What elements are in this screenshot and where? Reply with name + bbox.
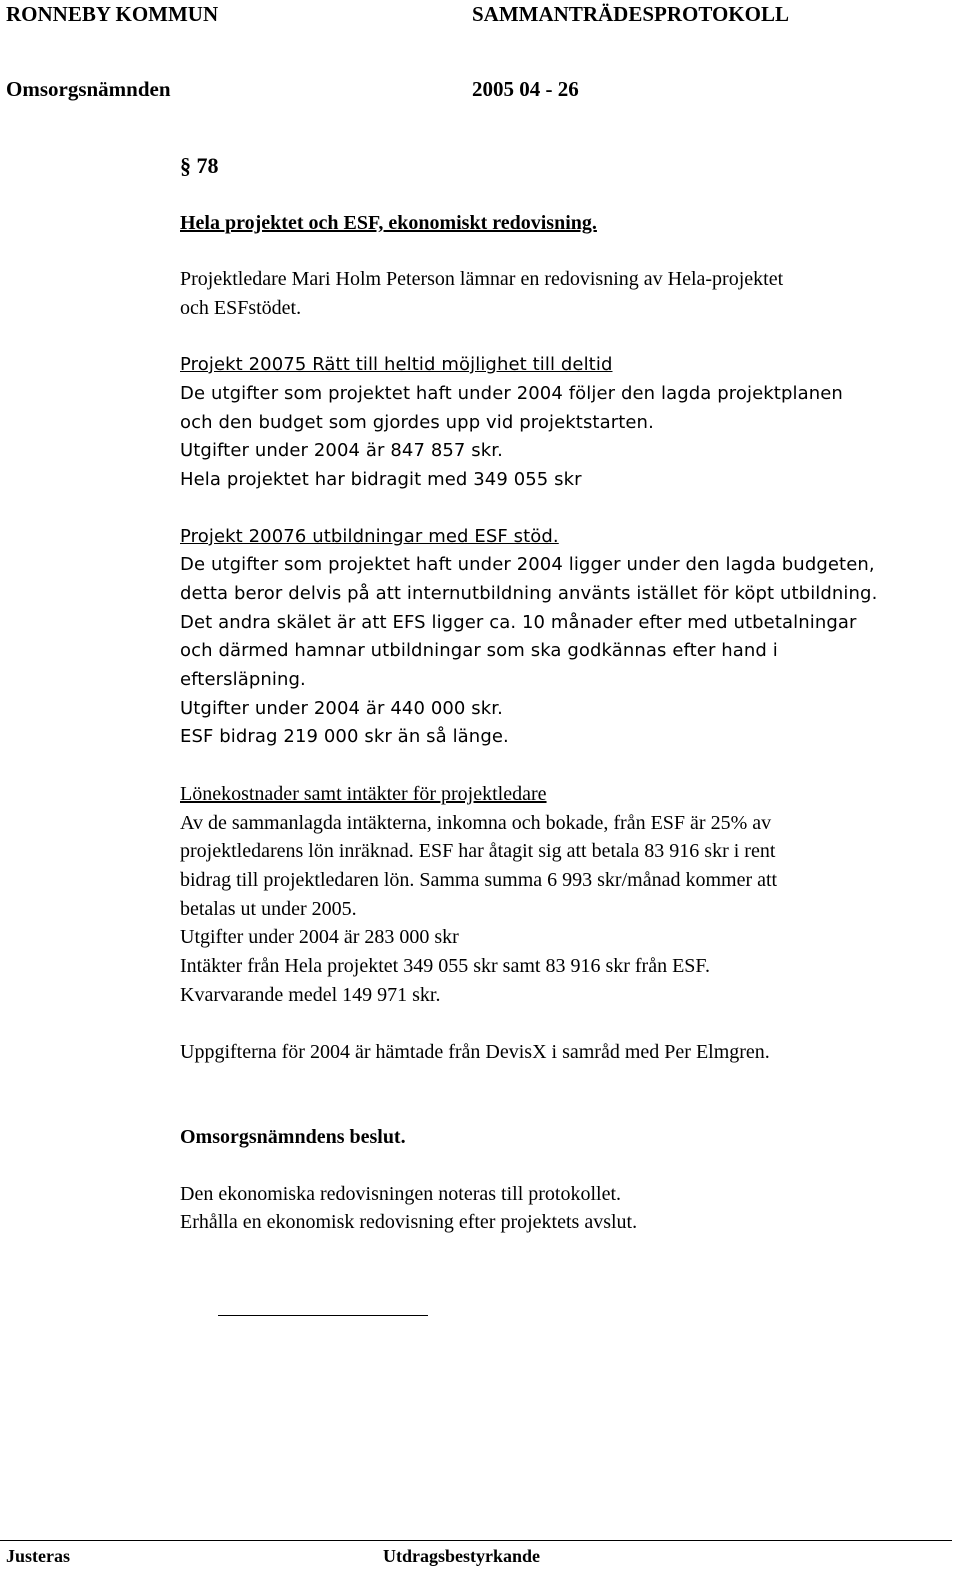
footer-utdragsbestyrkande: Utdragsbestyrkande	[383, 1546, 541, 1566]
footer-divider	[0, 1540, 952, 1541]
project2-heading: Projekt 20076 utbildningar med ESF stöd.	[180, 526, 559, 547]
section-title: Hela projektet och ESF, ekonomiskt redovisning.	[180, 212, 597, 234]
section-number	[180, 154, 219, 178]
project2-line-3: Det andra skälet är att EFS ligger ca. 10 månader efter med utbetalningar	[180, 612, 857, 633]
salary-line-3: bidrag till projektledaren lön. Samma summa 6 993 skr/månad kommer att	[180, 869, 778, 891]
source-note: Uppgifterna för 2004 är hämtade från DevisX i samråd med Per Elmgren.	[180, 1041, 770, 1063]
project1-line-4: Hela projektet har bidragit med 349 055 skr	[180, 469, 582, 490]
section-symbol: §	[180, 153, 191, 178]
meeting-date-text: 2005 04 - 26	[472, 77, 579, 101]
document-type: SAMMANTRÄDESPROTOKOLL	[472, 2, 789, 26]
project1-line-2: och den budget som gjordes upp vid projektstarten.	[180, 412, 654, 433]
section-number-text: 78	[196, 153, 219, 178]
municipality-name: RONNEBY KOMMUN	[6, 2, 219, 26]
project2-line-2: detta beror delvis på att internutbildning använts istället för köpt utbildning.	[180, 583, 878, 604]
salary-line-7: Kvarvarande medel 149 971 skr.	[180, 984, 441, 1006]
intro-line-2: och ESFstödet.	[180, 297, 302, 319]
salary-line-1: Av de sammanlagda intäkterna, inkomna och bokade, från ESF är 25% av	[180, 812, 772, 834]
project1-heading: Projekt 20075 Rätt till heltid möjlighet till deltid	[180, 354, 613, 375]
project2-line-4: och därmed hamnar utbildningar som ska godkännas efter hand i	[180, 640, 778, 661]
footer-justeras: Justeras	[6, 1546, 70, 1566]
project2-line-1: De utgifter som projektet haft under 2004 ligger under den lagda budgeten,	[180, 554, 875, 575]
project1-line-1: De utgifter som projektet haft under 2004 följer den lagda projektplanen	[180, 383, 843, 404]
project2-line-5: eftersläpning.	[180, 669, 306, 690]
salary-line-6: Intäkter från Hela projektet 349 055 skr samt 83 916 skr från ESF.	[180, 955, 710, 977]
project2-line-6: Utgifter under 2004 är 440 000 skr.	[180, 698, 503, 719]
salary-line-2: projektledarens lön inräknad. ESF har åtagit sig att betala 83 916 skr i rent	[180, 840, 776, 862]
signature-line	[218, 1315, 428, 1316]
decision-line-1: Den ekonomiska redovisningen noteras till protokollet.	[180, 1183, 622, 1205]
intro-line-1: Projektledare Mari Holm Peterson lämnar en redovisning av Hela-projektet	[180, 268, 784, 290]
salary-heading: Lönekostnader samt intäkter för projektledare	[180, 783, 547, 805]
salary-line-5: Utgifter under 2004 är 283 000 skr	[180, 926, 459, 948]
decision-heading: Omsorgsnämndens beslut.	[180, 1126, 406, 1148]
meeting-date	[472, 77, 579, 101]
project2-line-7: ESF bidrag 219 000 skr än så länge.	[180, 726, 509, 747]
decision-line-2: Erhålla en ekonomisk redovisning efter projektets avslut.	[180, 1211, 638, 1233]
committee-name: Omsorgsnämnden	[6, 77, 171, 101]
project1-line-3: Utgifter under 2004 är 847 857 skr.	[180, 440, 503, 461]
salary-line-4: betalas ut under 2005.	[180, 898, 357, 920]
